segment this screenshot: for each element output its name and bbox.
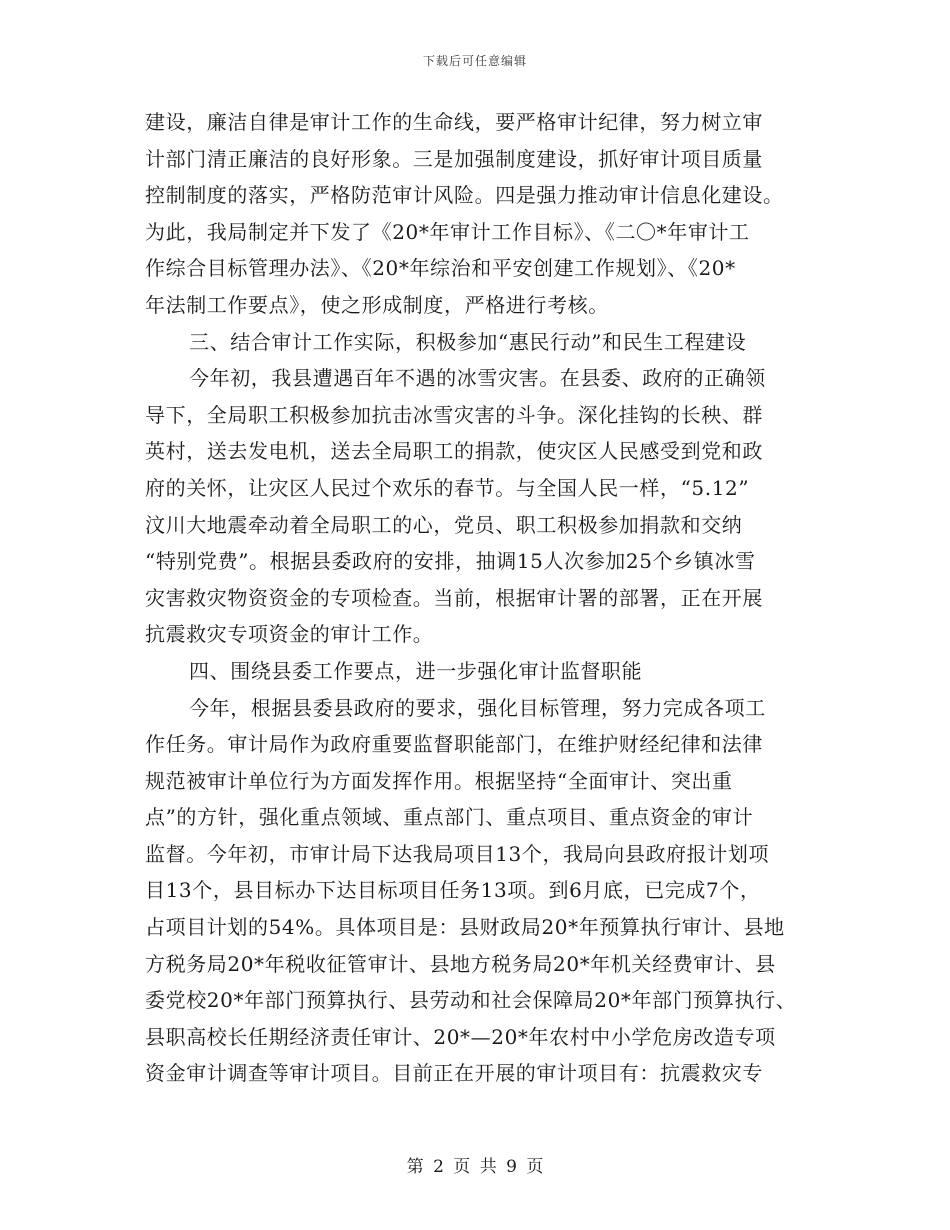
text-line: 县职高校长任期经济责任审计、20*—20*年农村中小学危房改造专项 <box>145 1024 776 1049</box>
text-line: 年法制工作要点》，使之形成制度，严格进行考核。 <box>145 292 609 317</box>
text-line: 方税务局20*年税收征管审计、县地方税务局20*年机关经费审计、县 <box>145 951 776 976</box>
text-line: 作任务。审计局作为政府重要监督职能部门，在维护财经纪律和法律 <box>145 732 763 757</box>
text-line: 目13个，县目标办下达目标项目任务13项。到6月底，已完成7个， <box>145 878 761 903</box>
text-line: 控制制度的落实，严格防范审计风险。四是强力推动审计信息化建设。 <box>145 183 784 208</box>
page-header-note: 下载后可任意编辑 <box>422 54 527 68</box>
document-body <box>145 104 825 1092</box>
text-line: 计部门清正廉洁的良好形象。三是加强制度建设，抓好审计项目质量 <box>145 146 763 171</box>
text-line: 抗震救灾专项资金的审计工作。 <box>145 622 434 647</box>
text-line: 监督。今年初，市审计局下达我局项目13个，我局向县政府报计划项 <box>145 841 770 866</box>
text-line: 委党校20*年部门预算执行、县劳动和社会保障局20*年部门预算执行、 <box>145 988 797 1013</box>
page-number: 第 2 页 共 9 页 <box>406 1157 544 1177</box>
text-line: 灾害救灾物资资金的专项检查。当前，根据审计署的部署，正在开展 <box>145 585 763 610</box>
text-line: 作综合目标管理办法》、《20*年综治和平安创建工作规划》、《20* <box>145 256 736 281</box>
text-line: 资金审计调查等审计项目。目前正在开展的审计项目有：抗震救灾专 <box>145 1061 763 1086</box>
text-line: 占项目计划的54%。具体项目是：县财政局20*年预算执行审计、县地 <box>145 915 785 940</box>
text-line: 英村，送去发电机，送去全局职工的捐款，使灾区人民感受到党和政 <box>145 439 763 464</box>
text-line: 汶川大地震牵动着全局职工的心，党员、职工积极参加捐款和交纳 <box>145 512 743 537</box>
paragraph-start-line: 今年，根据县委县政府的要求，强化目标管理，努力完成各项工 <box>189 695 766 720</box>
text-line: 点”的方针，强化重点领域、重点部门、重点项目、重点资金的审计 <box>145 805 754 830</box>
section-heading: 三、结合审计工作实际，积极参加“惠民行动”和民生工程建设 <box>189 329 747 354</box>
paragraph-start-line: 今年初，我县遭遇百年不遇的冰雪灾害。在县委、政府的正确领 <box>189 366 766 391</box>
section-heading: 四、围绕县委工作要点，进一步强化审计监督职能 <box>189 658 643 683</box>
text-line: 规范被审计单位行为方面发挥作用。根据坚持“全面审计、突出重 <box>145 768 733 793</box>
text-line: “特别党费”。根据县委政府的安排，抽调15人次参加25个乡镇冰雪 <box>145 549 756 574</box>
text-line: 为此，我局制定并下发了《20*年审计工作目标》、《二〇*年审计工 <box>145 219 750 244</box>
text-line: 导下，全局职工积极参加抗击冰雪灾害的斗争。深化挂钩的长秧、群 <box>145 402 763 427</box>
text-line: 建设，廉洁自律是审计工作的生命线，要严格审计纪律，努力树立审 <box>145 110 763 134</box>
text-line: 府的关怀，让灾区人民过个欢乐的春节。与全国人民一样，“5.12” <box>145 475 750 500</box>
